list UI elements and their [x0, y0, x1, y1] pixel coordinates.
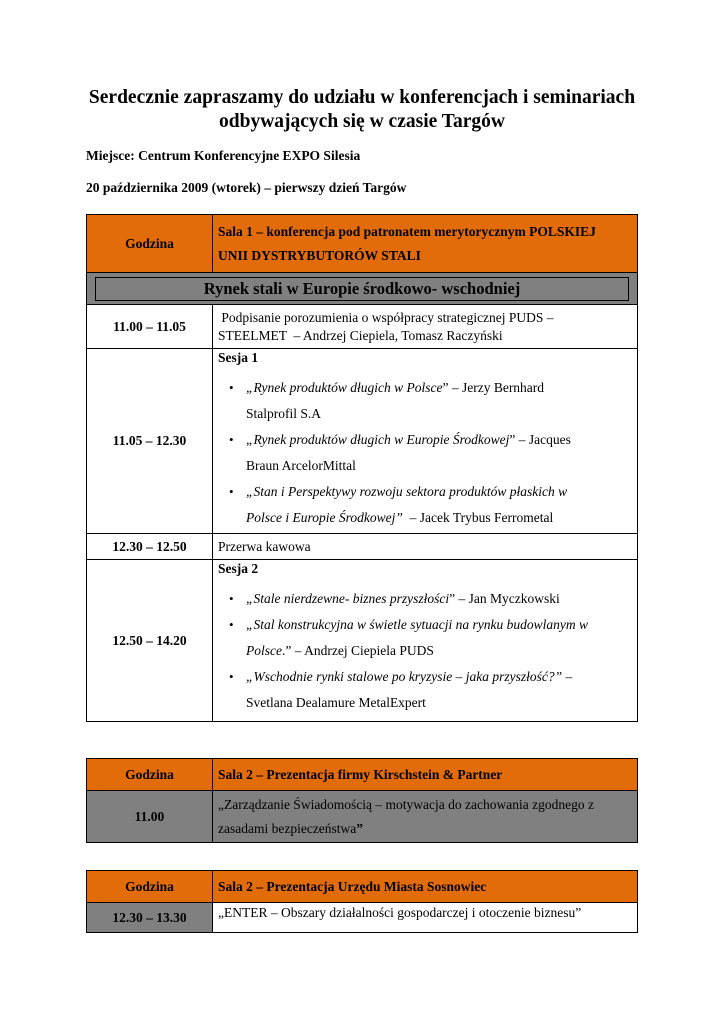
event-cell [213, 305, 638, 349]
talk-speaker: ” – Jacques [509, 432, 571, 447]
session-talk-list [218, 586, 632, 716]
date-line: 20 października 2009 (wtorek) – pierwszy dzień Targów [86, 180, 407, 195]
talk-title: „Wschodnie rynki stalowe po kryzysie – jaka przyszłość?” [246, 669, 563, 684]
talk-title: „Stan i Perspektywy rozwoju sektora produktów płaskich w [246, 484, 568, 499]
list-item [229, 664, 632, 716]
event-text-quote-end: ” [356, 820, 364, 836]
talk-speaker-company: Braun ArcelorMittal [246, 458, 356, 473]
event-cell [213, 791, 638, 843]
session-label: Sesja 1 [218, 350, 259, 365]
talk-speaker: – Jacek Trybus Ferrometal [402, 510, 554, 525]
talk-title: „Stal konstrukcyjna w świetle sytuacji na rynku budowlanym w [246, 617, 588, 632]
event-text-line-2: STEELMET – Andrzej Ciepiela, Tomasz Raczyński [218, 327, 503, 343]
time-cell: 11.00 [87, 791, 213, 843]
talk-speaker-company: Stalprofil S.A [246, 406, 322, 421]
talk-speaker: Svetlana Dealamure MetalExpert [246, 695, 426, 710]
time-cell: 12.30 – 13.30 [87, 903, 213, 933]
talk-speaker: ” – Jerzy Bernhard [442, 380, 545, 395]
table-row [87, 349, 638, 534]
bullet-icon: • [229, 484, 234, 499]
session-talk-list [218, 375, 632, 531]
event-cell: „ENTER – Obszary działalności gospodarczej i otoczenie biznesu” [213, 903, 638, 933]
session-cell [213, 560, 638, 722]
bullet-icon: • [229, 591, 234, 606]
bullet-icon: • [229, 617, 234, 632]
list-item [229, 427, 632, 479]
talk-speaker: .” – Andrzej Ciepiela PUDS [282, 643, 434, 658]
event-text-line-2 [218, 817, 632, 841]
talk-title-continued: Polsce [246, 643, 282, 658]
title-line-2: odbywających się w czasie Targów [219, 111, 505, 132]
table-header-row [87, 215, 638, 273]
session-label: Sesja 2 [218, 561, 259, 576]
bullet-icon: • [229, 380, 234, 395]
table-row [87, 791, 638, 843]
hall-header-line-2: UNII DYSTRYBUTORÓW STALI [218, 247, 421, 263]
page-title [86, 86, 638, 134]
table-row [87, 903, 638, 933]
talk-title: „Rynek produktów długich w Polsce [246, 380, 443, 395]
time-cell: 11.05 – 12.30 [87, 349, 213, 534]
time-cell: 11.00 – 11.05 [87, 305, 213, 349]
talk-speaker: ” – Jan Myczkowski [449, 591, 560, 606]
hall-header-line-1: Sala 1 – konferencja pod patronatem merytorycznym POLSKIEJ [218, 223, 596, 239]
column-header-hall: Sala 2 – Prezentacja Urzędu Miasta Sosnowiec [213, 871, 638, 903]
schedule-table-hall-2-sosnowiec [86, 870, 638, 933]
list-item [229, 586, 632, 612]
time-cell: 12.50 – 14.20 [87, 560, 213, 722]
event-text-line-2-main: zasadami bezpieczeństwa [218, 820, 357, 836]
column-header-time: Godzina [87, 759, 213, 791]
event-cell: Przerwa kawowa [213, 534, 638, 560]
list-item [229, 375, 632, 427]
event-text-line-1: „Zarządzanie Świadomością – motywacja do zachowania zgodnego z [218, 796, 594, 812]
schedule-table-hall-2-kirschstein [86, 758, 638, 843]
list-item [229, 479, 632, 531]
column-header-time: Godzina [87, 215, 213, 273]
event-text-line-1: Podpisanie porozumienia o współpracy strategicznej PUDS – [218, 309, 554, 325]
topic-banner-text: Rynek stali w Europie środkowo- wschodniej [95, 277, 629, 301]
venue-line: Miejsce: Centrum Konferencyjne EXPO Silesia [86, 148, 361, 163]
time-cell: 12.30 – 12.50 [87, 534, 213, 560]
column-header-hall [213, 215, 638, 273]
list-item [229, 612, 632, 664]
session-cell [213, 349, 638, 534]
talk-title: „Stale nierdzewne- biznes przyszłości [246, 591, 450, 606]
bullet-icon: • [229, 669, 234, 684]
title-line-1: Serdecznie zapraszamy do udziału w konferencjach i seminariach [88, 87, 636, 108]
talk-title: „Rynek produktów długich w Europie Środkowej [246, 432, 510, 447]
banner-row [87, 273, 638, 305]
table-row [87, 305, 638, 349]
talk-title-continued: Polsce i Europie Środkowej” [246, 510, 403, 525]
table-row [87, 534, 638, 560]
table-header-row [87, 871, 638, 903]
talk-dash: – [562, 669, 573, 684]
table-row [87, 560, 638, 722]
topic-banner [87, 273, 638, 305]
table-header-row [87, 759, 638, 791]
column-header-hall: Sala 2 – Prezentacja firmy Kirschstein & Partner [213, 759, 638, 791]
schedule-table-hall-1 [86, 214, 638, 722]
bullet-icon: • [229, 432, 234, 447]
column-header-time: Godzina [87, 871, 213, 903]
